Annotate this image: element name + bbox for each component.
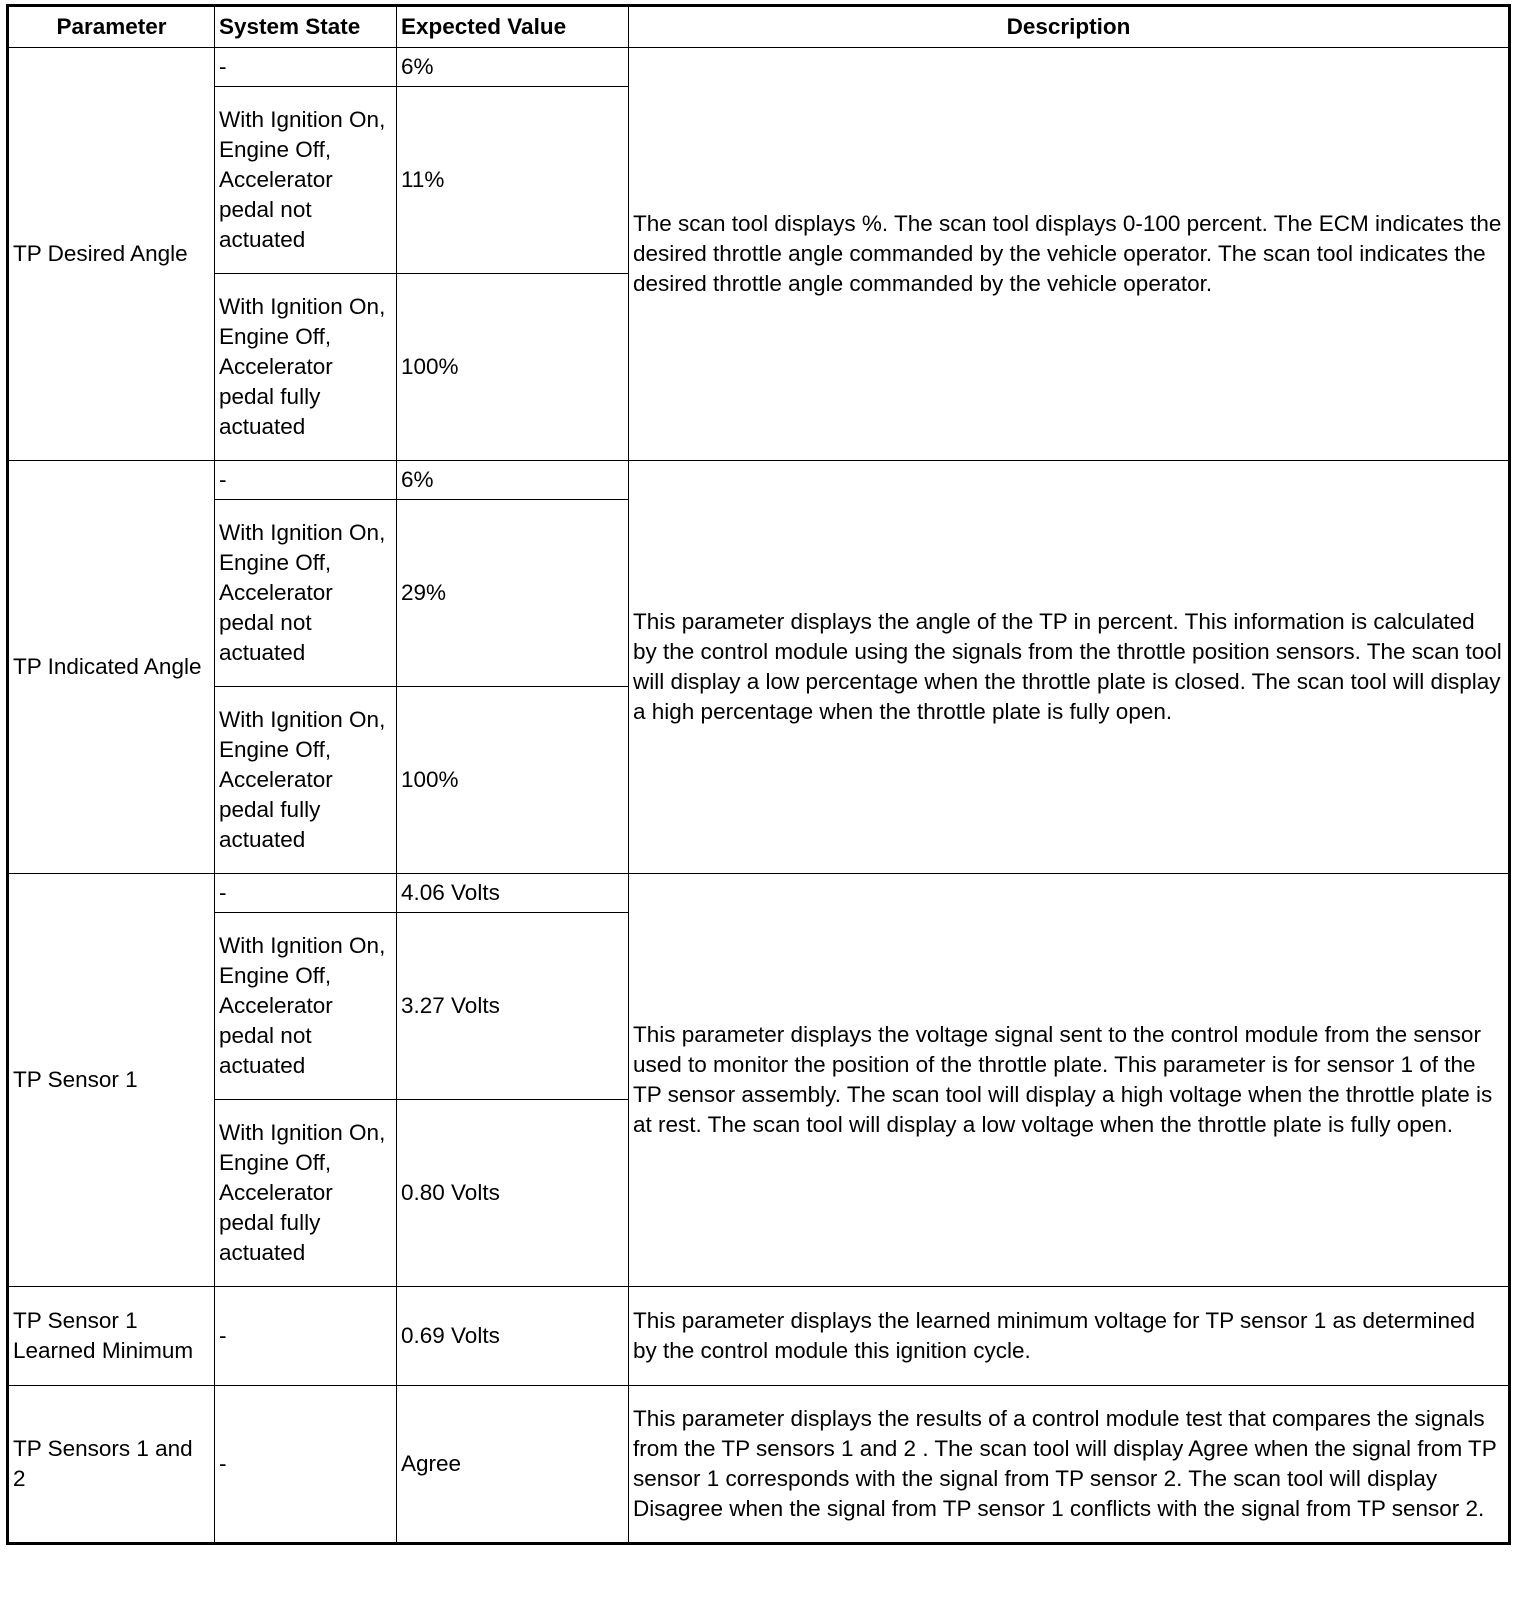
expected-value-cell: 6% bbox=[397, 461, 629, 500]
system-state-header: System State bbox=[215, 6, 397, 48]
expected-value-cell: 100% bbox=[397, 687, 629, 874]
parameter-cell: TP Desired Angle bbox=[8, 48, 215, 461]
system-state-cell: - bbox=[215, 48, 397, 87]
system-state-cell: With Ignition On, Engine Off, Accelerator pedal not actuated bbox=[215, 500, 397, 687]
expected-value-cell: 29% bbox=[397, 500, 629, 687]
expected-value-cell: 0.69 Volts bbox=[397, 1287, 629, 1386]
system-state-cell: - bbox=[215, 874, 397, 913]
parameter-cell: TP Sensor 1 Learned Minimum bbox=[8, 1287, 215, 1386]
expected-value-cell: 4.06 Volts bbox=[397, 874, 629, 913]
system-state-cell: - bbox=[215, 1287, 397, 1386]
system-state-cell: With Ignition On, Engine Off, Accelerator pedal fully actuated bbox=[215, 687, 397, 874]
system-state-cell: - bbox=[215, 461, 397, 500]
system-state-cell: - bbox=[215, 1386, 397, 1544]
system-state-cell: With Ignition On, Engine Off, Accelerator pedal not actuated bbox=[215, 913, 397, 1100]
table-row bbox=[8, 461, 1510, 500]
expected-value-cell: 0.80 Volts bbox=[397, 1100, 629, 1287]
expected-value-cell: Agree bbox=[397, 1386, 629, 1544]
parameter-cell: TP Indicated Angle bbox=[8, 461, 215, 874]
description-cell: This parameter displays the learned minimum voltage for TP sensor 1 as determined by the control module this ignition cycle. bbox=[629, 1287, 1510, 1386]
description-header: Description bbox=[629, 6, 1510, 48]
expected-value-header: Expected Value bbox=[397, 6, 629, 48]
table-row bbox=[8, 1287, 1510, 1386]
expected-value-cell: 3.27 Volts bbox=[397, 913, 629, 1100]
description-cell: This parameter displays the voltage signal sent to the control module from the sensor used to monitor the position of the throttle plate. This parameter is for sensor 1 of the TP sensor assembly. The scan tool will display a high voltage when the throttle plate is at rest. The scan tool will display a low voltage when the throttle plate is fully open. bbox=[629, 874, 1510, 1287]
expected-value-cell: 6% bbox=[397, 48, 629, 87]
table-row bbox=[8, 874, 1510, 913]
description-cell: This parameter displays the results of a control module test that compares the signals from the TP sensors 1 and 2 . The scan tool will display Agree when the signal from TP sensor 1 corresponds with the signal from TP sensor 2. The scan tool will display Disagree when the signal from TP sensor 1 conflicts with the signal from TP sensor 2. bbox=[629, 1386, 1510, 1544]
parameter-header: Parameter bbox=[8, 6, 215, 48]
expected-value-cell: 100% bbox=[397, 274, 629, 461]
description-cell: The scan tool displays %. The scan tool displays 0-100 percent. The ECM indicates the desired throttle angle commanded by the vehicle operator. The scan tool indicates the desired throttle angle commanded by the vehicle operator. bbox=[629, 48, 1510, 461]
system-state-cell: With Ignition On, Engine Off, Accelerator pedal fully actuated bbox=[215, 1100, 397, 1287]
table-row bbox=[8, 1386, 1510, 1544]
parameter-cell: TP Sensor 1 bbox=[8, 874, 215, 1287]
expected-value-cell: 11% bbox=[397, 87, 629, 274]
system-state-cell: With Ignition On, Engine Off, Accelerator pedal not actuated bbox=[215, 87, 397, 274]
header-row bbox=[8, 6, 1510, 48]
system-state-cell: With Ignition On, Engine Off, Accelerator pedal fully actuated bbox=[215, 274, 397, 461]
parameter-cell: TP Sensors 1 and 2 bbox=[8, 1386, 215, 1544]
table-row bbox=[8, 48, 1510, 87]
parameter-table bbox=[6, 4, 1511, 1545]
description-cell: This parameter displays the angle of the TP in percent. This information is calculated by the control module using the signals from the throttle position sensors. The scan tool will display a low percentage when the throttle plate is closed. The scan tool will display a high percentage when the throttle plate is fully open. bbox=[629, 461, 1510, 874]
